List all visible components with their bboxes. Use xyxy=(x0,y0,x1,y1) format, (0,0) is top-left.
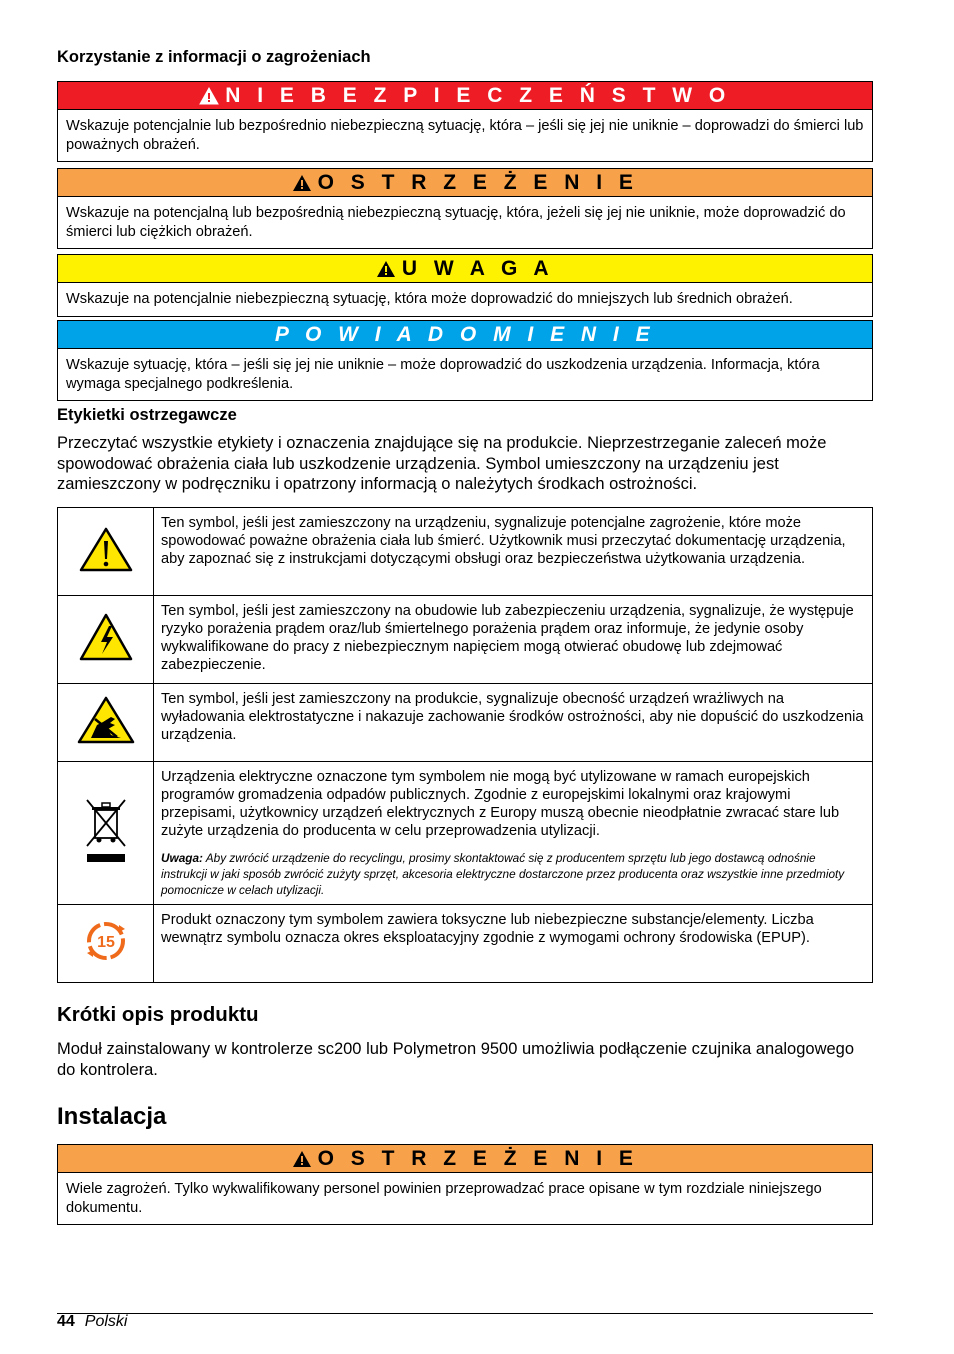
installation-warning-text: Wiele zagrożeń. Tylko wykwalifikowany personel powinien przeprowadzać prace opisane w tym rozdziale niniejszego dokumentu. xyxy=(66,1181,822,1216)
installation-warning-header xyxy=(58,1145,872,1173)
table-row xyxy=(58,508,873,596)
product-heading: Krótki opis produktu xyxy=(57,1003,259,1026)
general-warning-icon xyxy=(79,526,133,572)
weee-text: Urządzenia elektryczne oznaczone tym symbolem nie mogą być utylizowane w ramach europejskich programów gromadzenia odpadów publicznych. Zgodnie z europejskimi lokalnymi oraz krajowymi przepisami, użytkownicy urządzeń elektrycznych z Europy muszą obecnie nieodpłatnie zwracać stare lub zużyte urządzenia do producenta w celu przeprowadzenia utylizacji. xyxy=(161,769,840,839)
page-footer xyxy=(57,1313,127,1331)
note-label: Uwaga: xyxy=(161,851,203,865)
note-text: Aby zwrócić urządzenie do recyclingu, prosimy skontaktować się z producentem sprzętu lub jego dostawcą odnośnie instrukcji w jaki sposób zwrócić zużyty sprzęt, akcesoria elektryczne dostarczone przez producenta oraz wszystkie inne przedmioty pomocnicze w celach utylizacji. xyxy=(161,851,845,897)
installation-heading: Instalacja xyxy=(57,1103,167,1130)
warning-triangle-icon xyxy=(376,260,396,278)
page-number: 44 xyxy=(57,1313,75,1330)
caution-header xyxy=(58,255,872,283)
installation-warning-label: O S T R Z E Ż E N I E xyxy=(317,1146,639,1170)
warning-triangle-icon xyxy=(292,174,312,192)
danger-label: N I E B E Z P I E C Z E Ń S T W O xyxy=(225,83,731,107)
warning-text: Wskazuje na potencjalną lub bezpośrednią niebezpieczną sytuację, która, jeżeli się jej nie uniknie, może doprowadzić do śmierci lub ciężkich obrażeń. xyxy=(66,205,846,240)
table-row xyxy=(58,684,873,762)
symbol-description: Ten symbol, jeśli jest zamieszczony na urządzeniu, sygnalizuje potencjalne zagrożenie, które może spowodować poważne obrażenia ciała lub śmierć. Użytkownik musi przeczytać dokumentację urządzenia, aby zapoznać się z instrukcjami dotyczącymi obsługi oraz bezpieczeństwa użytkowania urządzenia. xyxy=(154,508,873,596)
footer-language: Polski xyxy=(84,1313,128,1330)
product-text: Moduł zainstalowany w kontrolerze sc200 lub Polymetron 9500 umożliwia podłączenie czujnika analogowego do kontrolera. xyxy=(57,1040,855,1079)
weee-crossed-bin-icon xyxy=(83,798,129,864)
danger-text: Wskazuje potencjalnie lub bezpośrednio niebezpieczną sytuację, która – jeśli się jej nie uniknie – doprowadzi do śmierci lub poważnych obrażeń. xyxy=(66,118,864,153)
table-row xyxy=(58,905,873,983)
notice-header xyxy=(58,321,872,349)
notice-box xyxy=(57,320,873,401)
symbol-description-weee xyxy=(154,762,873,905)
table-row xyxy=(58,596,873,684)
esd-sensitive-icon xyxy=(77,695,135,745)
warning-triangle-icon xyxy=(199,87,219,105)
symbol-description: Produkt oznaczony tym symbolem zawiera toksyczne lub niebezpieczne substancje/elementy. Liczba wewnątrz symbolu oznacza okres eksploatacyjny zgodnie z wymogami ochrony środowiska (EPUP). xyxy=(154,905,873,983)
warning-header xyxy=(58,169,872,197)
notice-text: Wskazuje sytuację, która – jeśli się jej nie uniknie – może doprowadzić do uszkodzenia urządzenia. Informacja, która wymaga specjalnego podkreślenia. xyxy=(66,357,820,392)
weee-note xyxy=(161,850,864,898)
epup-15-icon xyxy=(84,919,128,963)
danger-box xyxy=(57,81,873,162)
caution-box xyxy=(57,254,873,317)
footer-divider xyxy=(57,1313,873,1314)
hazard-info-heading: Korzystanie z informacji o zagrożeniach xyxy=(57,48,371,66)
danger-header xyxy=(58,82,872,110)
table-row xyxy=(58,762,873,905)
caution-label: U W A G A xyxy=(401,256,555,280)
caution-text: Wskazuje na potencjalnie niebezpieczną sytuację, która może doprowadzić do mniejszych lub średnich obrażeń. xyxy=(66,291,793,307)
symbols-table xyxy=(57,507,873,983)
warning-triangle-icon xyxy=(292,1150,312,1168)
warning-box xyxy=(57,168,873,249)
symbol-description: Ten symbol, jeśli jest zamieszczony na obudowie lub zabezpieczeniu urządzenia, sygnalizuje, że występuje ryzyko porażenia prądem oraz/lub śmiertelnego porażenia prądem oraz informuje, że jedynie osoby wykwalifikowane do pracy z niebezpiecznym napięciem mogą otwierać obudowę lub zdejmować zabezpieczenie. xyxy=(154,596,873,684)
labels-heading: Etykietki ostrzegawcze xyxy=(57,406,237,424)
electric-shock-icon xyxy=(79,612,133,662)
installation-warning-box xyxy=(57,1144,873,1225)
warning-label: O S T R Z E Ż E N I E xyxy=(317,170,639,194)
labels-intro: Przeczytać wszystkie etykiety i oznaczenia znajdujące się na produkcie. Nieprzestrzeganie zaleceń może spowodować obrażenia ciała lub uszkodzenie urządzenia. Symbol umieszczony na urządzeniu jest zamieszczony w podręczniku i opatrzony informacją o należytych środkach ostrożności. xyxy=(57,434,827,493)
symbol-description: Ten symbol, jeśli jest zamieszczony na produkcie, sygnalizuje obecność urządzeń wrażliwych na wyładowania elektrostatyczne i nakazuje zachowanie środków ostrożności, aby nie dopuścić do uszkodzenia urządzenia. xyxy=(154,684,873,762)
epup-number: 15 xyxy=(96,934,115,951)
notice-label: P O W I A D O M I E N I E xyxy=(274,322,656,346)
